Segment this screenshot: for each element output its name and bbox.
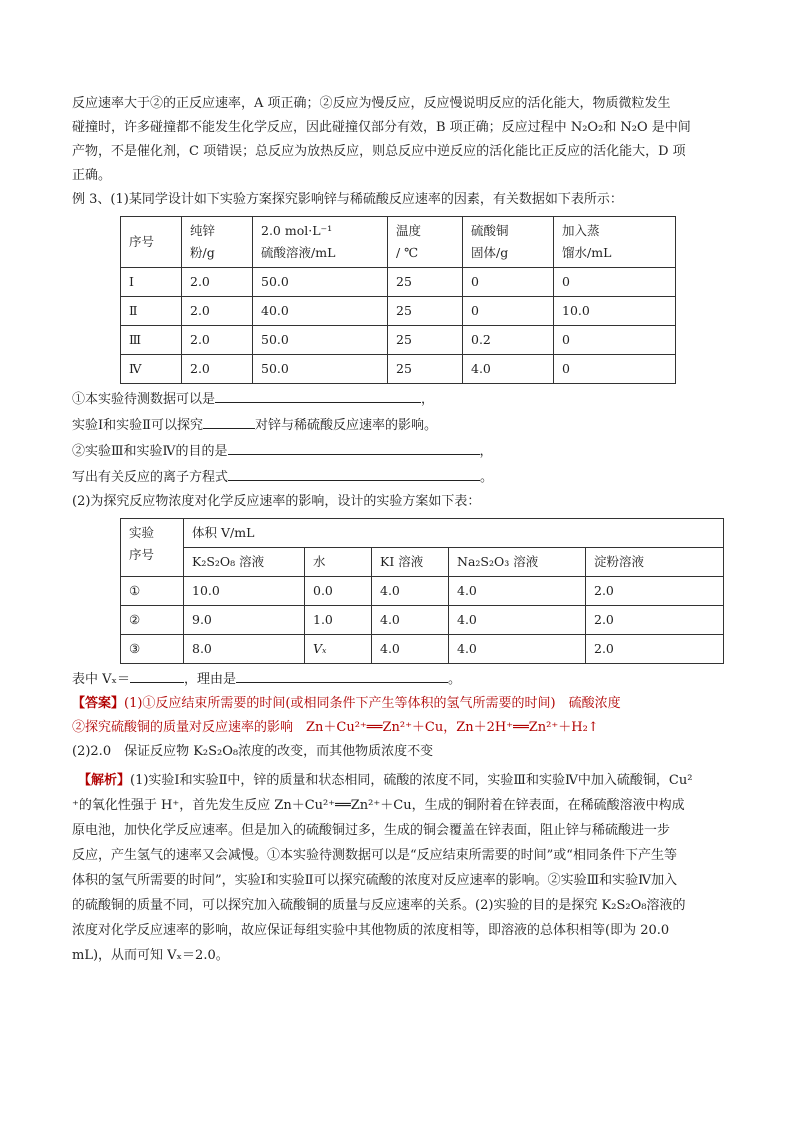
answer-blank[interactable] [203,412,255,429]
table-cell: Ⅰ [121,268,182,297]
table-cell: 2.0 [586,635,724,664]
table-row [121,355,676,384]
table-header-cell: 温度 / ℃ [388,217,463,268]
table-row [121,326,676,355]
table-cell: ② [121,606,184,635]
table-cell: 0 [554,326,676,355]
table-cell: 0 [463,268,554,297]
question-line: 表中 Vₓ＝ ，理由是 。 [72,666,728,692]
table-header-cell: 淀粉溶液 [586,548,724,577]
table-cell: 0 [554,268,676,297]
table-header-row [121,519,724,548]
table-cell: 0 [463,297,554,326]
table-cell: 1.0 [305,606,372,635]
table-cell: Ⅱ [121,297,182,326]
table-row [121,635,724,664]
answer-section [72,692,728,764]
analysis-line: 体积的氢气所需要的时间”，实验Ⅰ和实验Ⅱ可以探究硫酸的浓度对反应速率的影响。②实验Ⅲ和实验Ⅳ加入 [72,873,678,888]
table-cell: 2.0 [182,355,253,384]
table-cell: 2.0 [586,577,724,606]
analysis-line: mL)，从而可知 Vₓ＝2.0。 [72,948,229,963]
table-header-cell: 纯锌 粉/g [182,217,253,268]
table-cell: 2.0 [182,326,253,355]
table-cell: 50.0 [253,268,388,297]
analysis-label: 【解析】 [78,773,131,788]
table-cell: 4.0 [372,577,449,606]
question-line: 写出有关反应的离子方程式 。 [72,464,728,490]
table-cell: 25 [388,355,463,384]
analysis-section [72,768,728,968]
table-header-cell: Na₂S₂O₃ 溶液 [449,548,586,577]
answer-line: (2)2.0 保证反应物 K₂S₂O₈浓度的改变，而其他物质浓度不变 [72,744,434,759]
table-cell: 0.0 [305,577,372,606]
document-page [72,92,728,968]
table-cell: 25 [388,268,463,297]
table-cell: 25 [388,297,463,326]
table-row [121,268,676,297]
table-cell: 4.0 [449,577,586,606]
table-cell: 4.0 [449,635,586,664]
table-header-row [121,548,724,577]
answer-line: 【答案】(1)①反应结束所需要的时间(或相同条件下产生等体积的氢气所需要的时间) 硫酸浓度 [72,696,621,711]
table-cell: 0 [554,355,676,384]
answer-blank[interactable] [228,438,480,455]
intro-line: 反应速率大于②的正反应速率，A 项正确；②反应为慢反应，反应慢说明反应的活化能大，物质微粒发生 [72,96,671,111]
table-header-cell: K₂S₂O₈ 溶液 [184,548,305,577]
intro-line: 正确。 [72,168,112,183]
analysis-line: ⁺的氧化性强于 H⁺，首先发生反应 Zn＋Cu²⁺══Zn²⁺＋Cu，生成的铜附着在锌表面，在稀硫酸溶液中构成 [72,798,685,813]
table-cell: 2.0 [586,606,724,635]
table-cell: 2.0 [182,297,253,326]
table-header-cell: 实验 序号 [121,519,184,577]
table-row [121,606,724,635]
table-header-cell: 加入蒸 馏水/mL [554,217,676,268]
table-cell: ① [121,577,184,606]
table-header-cell: 硫酸铜 固体/g [463,217,554,268]
example-title: 例 3、(1)某同学设计如下实验方案探究影响锌与稀硫酸反应速率的因素，有关数据如下表所示： [72,192,623,207]
table-cell: 4.0 [449,606,586,635]
table-cell: 2.0 [182,268,253,297]
table-cell: Ⅳ [121,355,182,384]
table-cell: 10.0 [554,297,676,326]
table-cell: Vₓ [305,635,372,664]
table-cell: 25 [388,326,463,355]
intro-line: 产物，不是催化剂，C 项错误；总反应为放热反应，则总反应中逆反应的活化能比正反应的活化能大，D 项 [72,144,686,159]
answer-blank[interactable] [236,666,448,683]
table-cell: 50.0 [253,355,388,384]
table-header-cell: 体积 V/mL [184,519,724,548]
table-cell: ③ [121,635,184,664]
table-header-cell: 水 [305,548,372,577]
analysis-line: 原电池，加快化学反应速率。但是加入的硫酸铜过多，生成的铜会覆盖在锌表面，阻止锌与稀硫酸进一步 [72,823,671,838]
table-header-cell: KI 溶液 [372,548,449,577]
table-cell: 0.2 [463,326,554,355]
answer-line: ②探究硫酸铜的质量对反应速率的影响 Zn＋Cu²⁺══Zn²⁺＋Cu，Zn＋2H⁺══Zn²⁺＋H₂↑ [72,720,599,735]
table-cell: 50.0 [253,326,388,355]
intro-paragraph [72,92,728,188]
experiment-table-2 [120,518,724,664]
table-header-cell: 2.0 mol·L⁻¹ 硫酸溶液/mL [253,217,388,268]
question-line: ①本实验待测数据可以是 ， [72,386,728,412]
question-line: ②实验Ⅲ和实验Ⅳ的目的是 ， [72,438,728,464]
analysis-line: 浓度对化学反应速率的影响，故应保证每组实验中其他物质的浓度相等，即溶液的总体积相等(即为 20.0 [72,923,670,938]
table-header-cell: 序号 [121,217,182,268]
table-row [121,297,676,326]
experiment-table-1 [120,216,676,384]
table-row [121,577,724,606]
table-cell: 4.0 [372,606,449,635]
table-header-row [121,217,676,268]
table-cell: 9.0 [184,606,305,635]
answer-blank[interactable] [228,464,480,481]
table-cell: Ⅲ [121,326,182,355]
analysis-line: 反应，产生氢气的速率又会减慢。①本实验待测数据可以是“反应结束所需要的时间”或“相同条件下产生等 [72,848,677,863]
intro-line: 碰撞时，许多碰撞都不能发生化学反应，因此碰撞仅部分有效，B 项正确；反应过程中 N₂O₂和 N₂O 是中间 [72,120,691,135]
table-cell: 8.0 [184,635,305,664]
table-cell: 4.0 [463,355,554,384]
table-cell: 40.0 [253,297,388,326]
answer-blank[interactable] [215,386,421,403]
answer-blank[interactable] [130,666,184,683]
question-title: (2)为探究反应物浓度对化学反应速率的影响，设计的实验方案如下表： [72,494,481,509]
analysis-line: 的硫酸铜的质量不同，可以探究加入硫酸铜的质量与反应速率的关系。(2)实验的目的是探究 K₂S₂O₈溶液的 [72,898,686,913]
table-cell: 10.0 [184,577,305,606]
table-cell: 4.0 [372,635,449,664]
analysis-line: 【解析】(1)实验Ⅰ和实验Ⅱ中，锌的质量和状态相同，硫酸的浓度不同，实验Ⅲ和实验Ⅳ中加入硫酸铜，Cu² [78,773,693,788]
question-line: 实验Ⅰ和实验Ⅱ可以探究 对锌与稀硫酸反应速率的影响。 [72,412,728,438]
answer-label: 【答案】 [72,696,125,711]
